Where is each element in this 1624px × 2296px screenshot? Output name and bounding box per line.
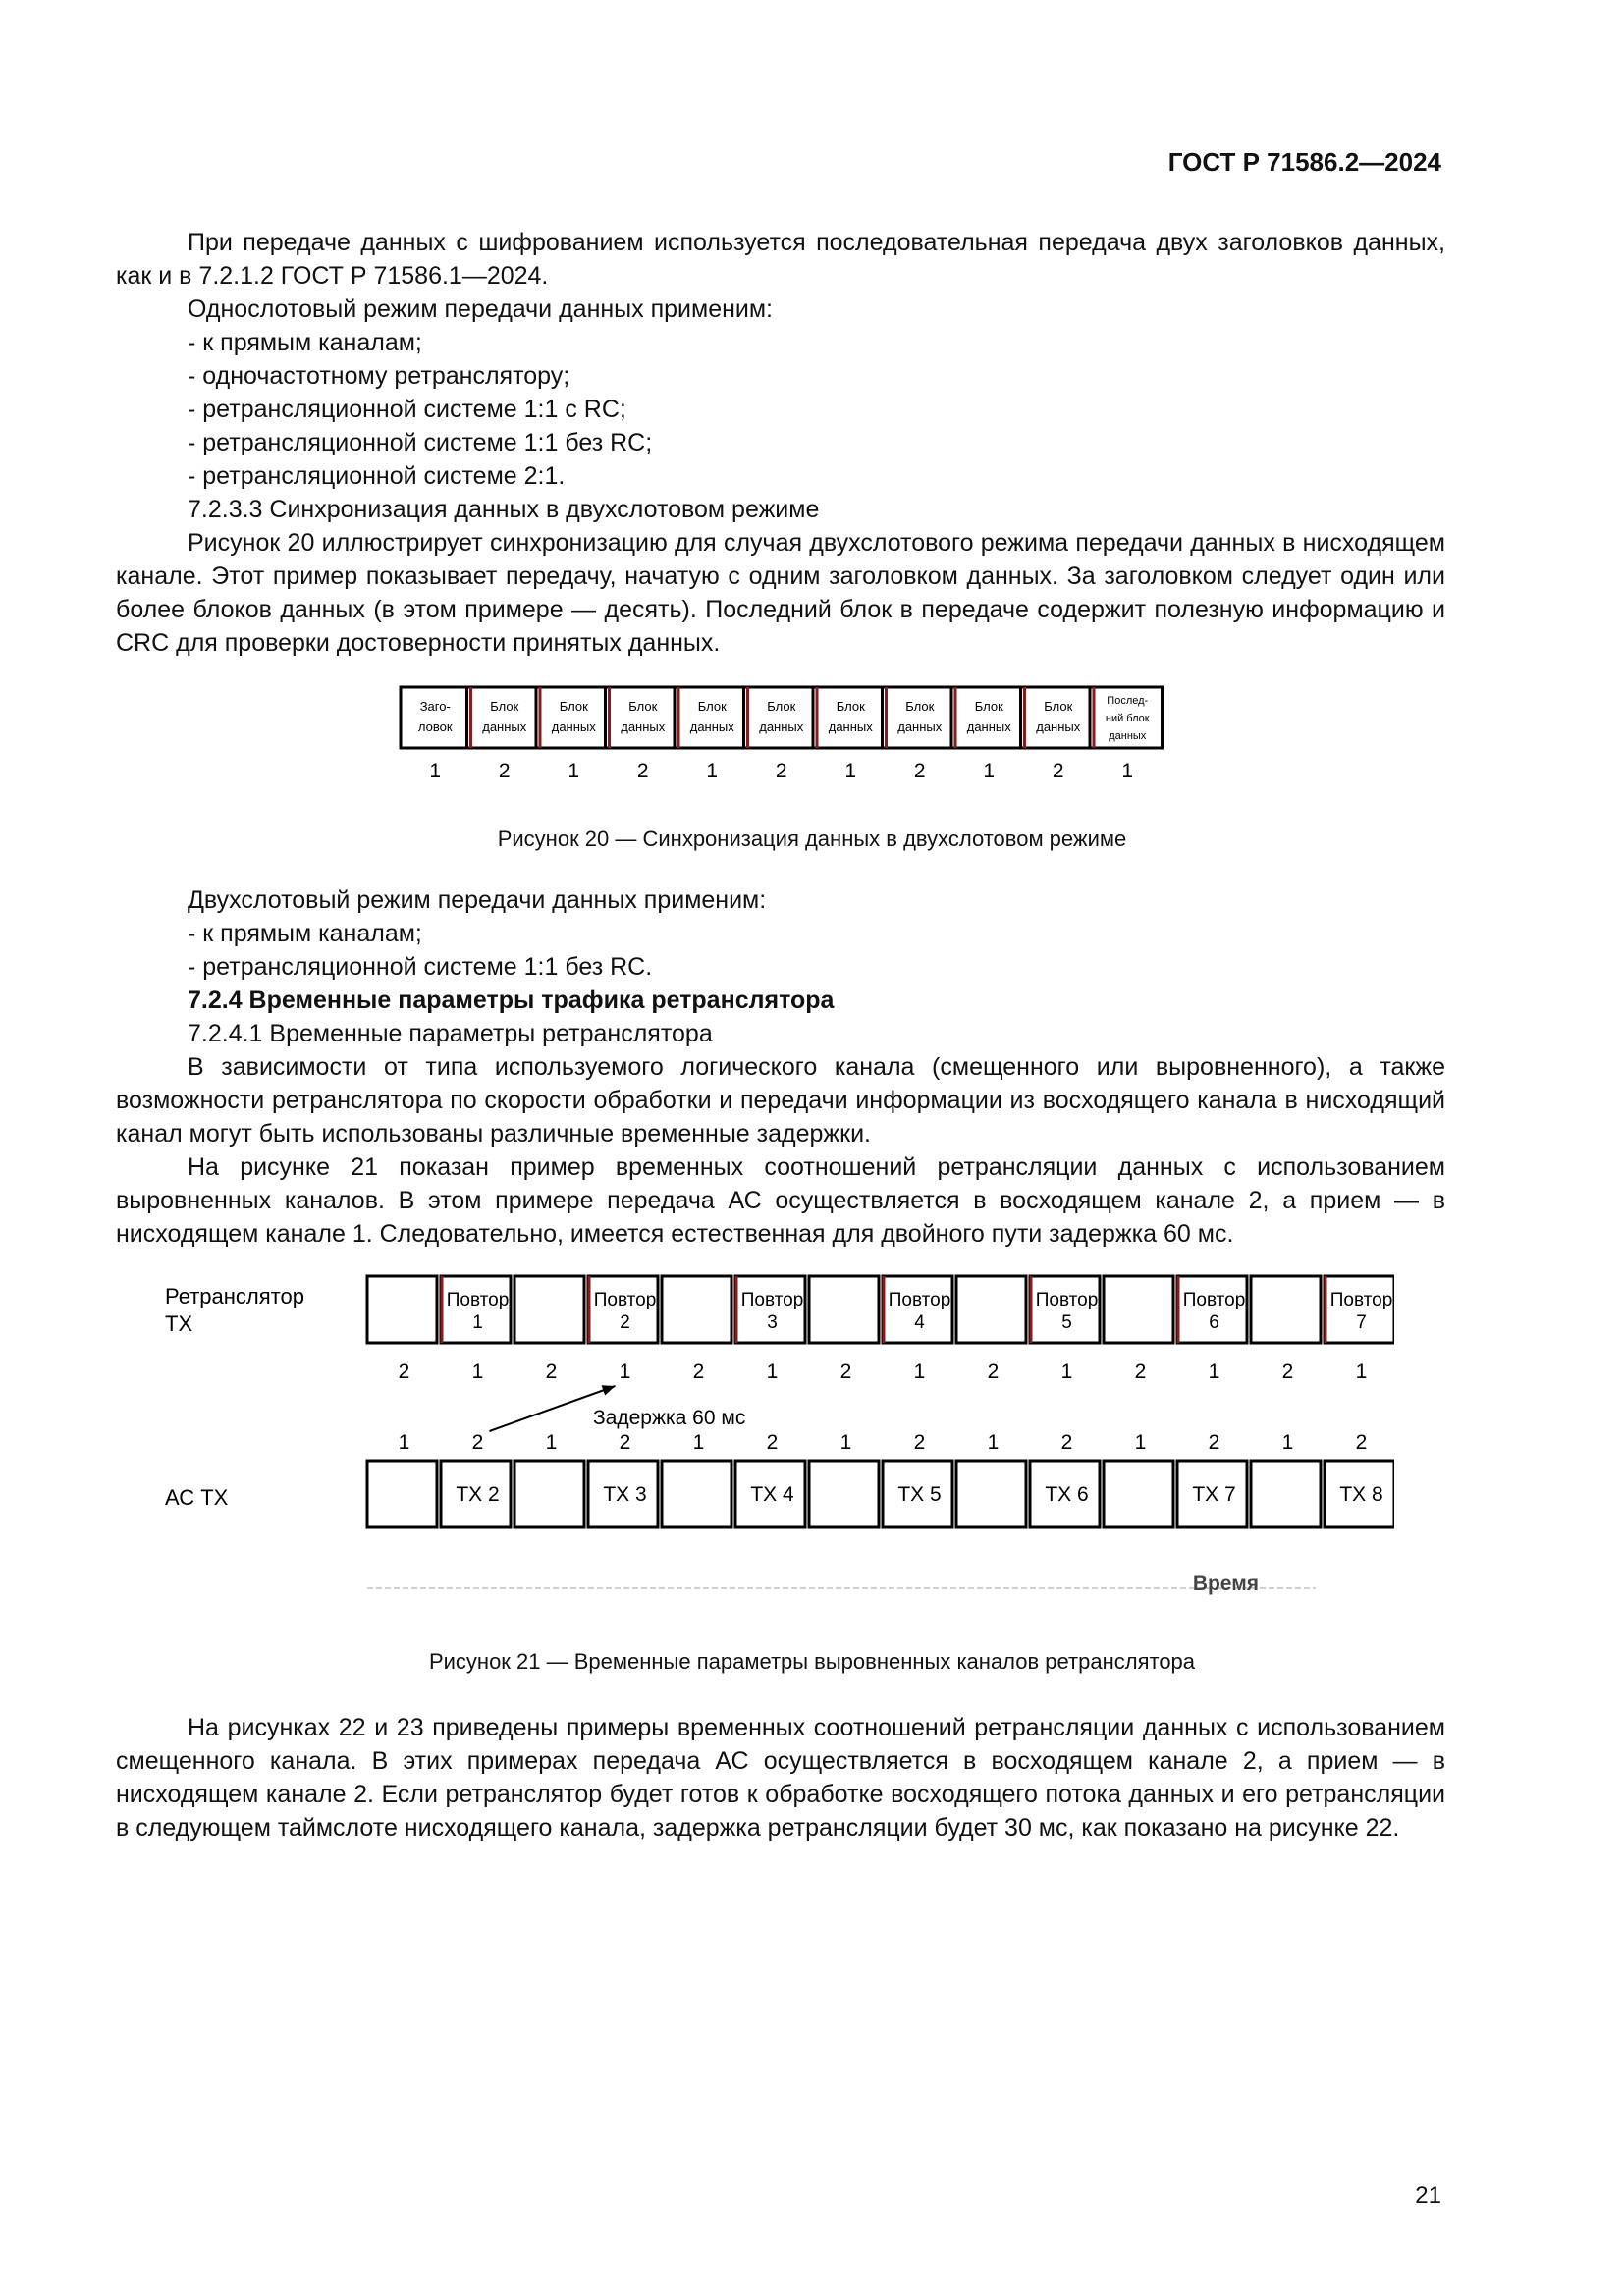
- bottom-text-block: [116, 1711, 1445, 1844]
- as-tx-label: TX 4: [750, 1483, 794, 1506]
- block-label: Блок: [767, 699, 796, 714]
- as-slot: [1251, 1461, 1321, 1527]
- as-slot: [809, 1461, 879, 1527]
- block-label: Блок: [697, 699, 727, 714]
- paragraph: Рисунок 20 иллюстрирует синхронизацию для случая двухслотового режима передачи данных в нисходящем канале. Этот пример показывает передачу, начатую с одним заголовком данных. За заголовком следует один или более блоков данных (в этом примере — десять). Последний блок в передаче содержит полезную информацию и CRC для проверки достоверности принятых данных.: [116, 529, 1445, 657]
- repeater-slot: [956, 1276, 1026, 1343]
- as-slot: [662, 1461, 731, 1527]
- as-tx-label: TX 6: [1045, 1483, 1089, 1506]
- slot-number: 1: [429, 760, 442, 782]
- block-label: данных: [828, 720, 873, 734]
- document-header: ГОСТ Р 71586.2—2024: [1167, 147, 1441, 177]
- as-slot-number: 1: [692, 1431, 705, 1454]
- repeater-slot: [514, 1276, 584, 1343]
- repeat-number: 1: [472, 1312, 483, 1333]
- as-slot-number: 1: [839, 1431, 852, 1454]
- paragraph: Однослотовый режим передачи данных применим:: [188, 295, 773, 323]
- as-label: АС ТХ: [165, 1485, 229, 1510]
- block-label: Блок: [490, 699, 519, 714]
- list-item: - одночастотному ретранслятору;: [188, 362, 570, 390]
- repeat-label: Повтор: [1329, 1290, 1393, 1310]
- block-label: данных: [689, 720, 734, 734]
- list-item: - ретрансляционной системе 1:1 без RC.: [188, 953, 653, 981]
- repeater-slot-number: 1: [913, 1361, 926, 1383]
- repeat-label: Повтор: [1035, 1290, 1099, 1310]
- figure-20-diagram: [393, 685, 1168, 793]
- repeater-label: Ретранслятор: [165, 1284, 304, 1308]
- block-label: данных: [621, 720, 666, 734]
- figure-20-caption: Рисунок 20 — Синхронизация данных в двухслотовом режиме: [497, 827, 1127, 851]
- as-slot-number: 2: [1208, 1431, 1220, 1454]
- block-label: Блок: [1044, 699, 1073, 714]
- paragraph: При передаче данных с шифрованием используется последовательная передача двух заголовков данных, как и в 7.2.1.2 ГОСТ Р 71586.1—2024.: [116, 229, 1445, 290]
- list-item: - к прямым каналам;: [188, 920, 422, 947]
- repeater-slot-number: 1: [471, 1361, 484, 1383]
- section-heading-7233: 7.2.3.3 Синхронизация данных в двухслотовом режиме: [188, 496, 820, 523]
- as-slot-number: 2: [913, 1431, 926, 1454]
- page-number: 21: [1415, 2182, 1441, 2209]
- repeater-slot-number: 1: [1208, 1361, 1220, 1383]
- slot-number: 2: [913, 760, 926, 782]
- repeater-slot: [1251, 1276, 1321, 1343]
- as-slot-number: 1: [1134, 1431, 1147, 1454]
- repeat-label: Повтор: [888, 1290, 951, 1310]
- list-item: - ретрансляционной системе 1:1 без RC;: [188, 429, 653, 456]
- as-slot-number: 2: [471, 1431, 484, 1454]
- repeat-label: Повтор: [446, 1290, 510, 1310]
- repeat-label: Повтор: [1182, 1290, 1246, 1310]
- paragraph: На рисунках 22 и 23 приведены примеры временных соотношений ретрансляции данных с использованием смещенного канала. В этих примерах передача АС осуществляется в восходящем канале 2, а прием — в нисходящем канале 2. Если ретранслятор будет готов к обработке восходящего потока данных и его ретрансляции в следующем таймслоте нисходящего канала, задержка ретрансляции будет 30 мс, как показано на рисунке 22.: [116, 1714, 1445, 1842]
- list-item: - ретрансляционной системе 2:1.: [188, 462, 566, 490]
- repeater-slot: [662, 1276, 731, 1343]
- slot-number: 1: [1121, 760, 1134, 782]
- repeater-slot-number: 1: [1060, 1361, 1073, 1383]
- repeater-slot-number: 1: [766, 1361, 779, 1383]
- as-slot-number: 2: [766, 1431, 779, 1454]
- block-label: данных: [1109, 730, 1147, 742]
- as-slot: [1104, 1461, 1173, 1527]
- delay-arrowhead: [602, 1385, 616, 1395]
- block-label: Блок: [836, 699, 865, 714]
- as-tx-label: TX 8: [1339, 1483, 1383, 1506]
- as-slot-number: 1: [987, 1431, 1000, 1454]
- repeater-slot-number: 2: [398, 1361, 410, 1383]
- block-label: Блок: [974, 699, 1003, 714]
- paragraph: Двухслотовый режим передачи данных применим:: [188, 886, 767, 914]
- block-label: данных: [1036, 720, 1081, 734]
- slot-number: 2: [498, 760, 511, 782]
- figure-21-caption: Рисунок 21 — Временные параметры выровненных каналов ретранслятора: [428, 1649, 1196, 1674]
- as-tx-label: TX 2: [456, 1483, 500, 1506]
- section-heading-7241: 7.2.4.1 Временные параметры ретранслятора: [188, 1020, 713, 1047]
- block-label: данных: [482, 720, 527, 734]
- slot-number: 1: [983, 760, 996, 782]
- paragraph: В зависимости от типа используемого логического канала (смещенного или выровненного), а также возможности ретранслятора по скорости обработки и передачи информации из восходящего канала в нисходящий канал могут быть использованы различные временные задержки.: [116, 1053, 1445, 1148]
- repeat-number: 4: [914, 1312, 925, 1333]
- block-label: Блок: [905, 699, 935, 714]
- block-label: ний блок: [1105, 713, 1150, 724]
- block-label: Послед-: [1107, 695, 1149, 707]
- repeater-slot-number: 1: [1355, 1361, 1368, 1383]
- block-label: Блок: [559, 699, 588, 714]
- as-slot: [956, 1461, 1026, 1527]
- block-label: Заго-: [419, 699, 451, 714]
- repeat-label: Повтор: [593, 1290, 657, 1310]
- list-item: - ретрансляционной системе 1:1 с RC;: [188, 396, 626, 423]
- repeater-slot-number: 2: [987, 1361, 1000, 1383]
- repeat-number: 6: [1209, 1312, 1219, 1333]
- mid-text-block: [116, 883, 1445, 1251]
- paragraph: На рисунке 21 показан пример временных соотношений ретрансляции данных с использованием выровненных каналов. В этом примере передача АС осуществляется в восходящем канале 2, а прием — в нисходящем канале 1. Следовательно, имеется естественная для двойного пути задержка 60 мс.: [116, 1153, 1445, 1248]
- section-heading-724: 7.2.4 Временные параметры трафика ретранслятора: [188, 987, 835, 1014]
- slot-number: 1: [844, 760, 857, 782]
- slot-number: 2: [1052, 760, 1064, 782]
- as-slot: [514, 1461, 584, 1527]
- slot-number: 1: [706, 760, 719, 782]
- figure-21-diagram: [157, 1274, 1394, 1608]
- repeater-slot-number: 2: [839, 1361, 852, 1383]
- repeat-label: Повтор: [740, 1290, 804, 1310]
- repeat-number: 3: [767, 1312, 778, 1333]
- as-slot-number: 2: [1355, 1431, 1368, 1454]
- slot-number: 2: [775, 760, 787, 782]
- slot-number: 2: [636, 760, 649, 782]
- block-label: данных: [759, 720, 804, 734]
- block-label: данных: [966, 720, 1011, 734]
- repeater-label: ТХ: [165, 1311, 193, 1336]
- repeat-number: 5: [1061, 1312, 1072, 1333]
- as-tx-label: TX 3: [603, 1483, 647, 1506]
- repeater-slot: [1104, 1276, 1173, 1343]
- list-item: - к прямым каналам;: [188, 329, 422, 356]
- repeat-number: 7: [1356, 1312, 1367, 1333]
- repeater-slot-number: 1: [619, 1361, 631, 1383]
- block-label: Блок: [628, 699, 658, 714]
- as-slot-number: 1: [1281, 1431, 1294, 1454]
- block-label: данных: [897, 720, 943, 734]
- as-slot-number: 1: [545, 1431, 558, 1454]
- block-label: ловок: [417, 720, 453, 734]
- time-label: Время: [1192, 1573, 1259, 1595]
- repeater-slot-number: 2: [1281, 1361, 1294, 1383]
- repeater-slot: [367, 1276, 437, 1343]
- as-slot-number: 1: [398, 1431, 410, 1454]
- figure-20-frame: [401, 687, 1163, 748]
- top-text-block: [116, 226, 1445, 660]
- as-slot-number: 2: [1060, 1431, 1073, 1454]
- slot-number: 1: [568, 760, 580, 782]
- repeater-slot-number: 2: [1134, 1361, 1147, 1383]
- as-slot-number: 2: [619, 1431, 631, 1454]
- delay-label: Задержка 60 мс: [593, 1407, 746, 1429]
- repeat-number: 2: [620, 1312, 630, 1333]
- as-tx-label: TX 5: [897, 1483, 942, 1506]
- block-label: данных: [551, 720, 596, 734]
- as-tx-label: TX 7: [1192, 1483, 1236, 1506]
- repeater-slot-number: 2: [545, 1361, 558, 1383]
- repeater-slot-number: 2: [692, 1361, 705, 1383]
- repeater-slot: [809, 1276, 879, 1343]
- as-slot: [367, 1461, 437, 1527]
